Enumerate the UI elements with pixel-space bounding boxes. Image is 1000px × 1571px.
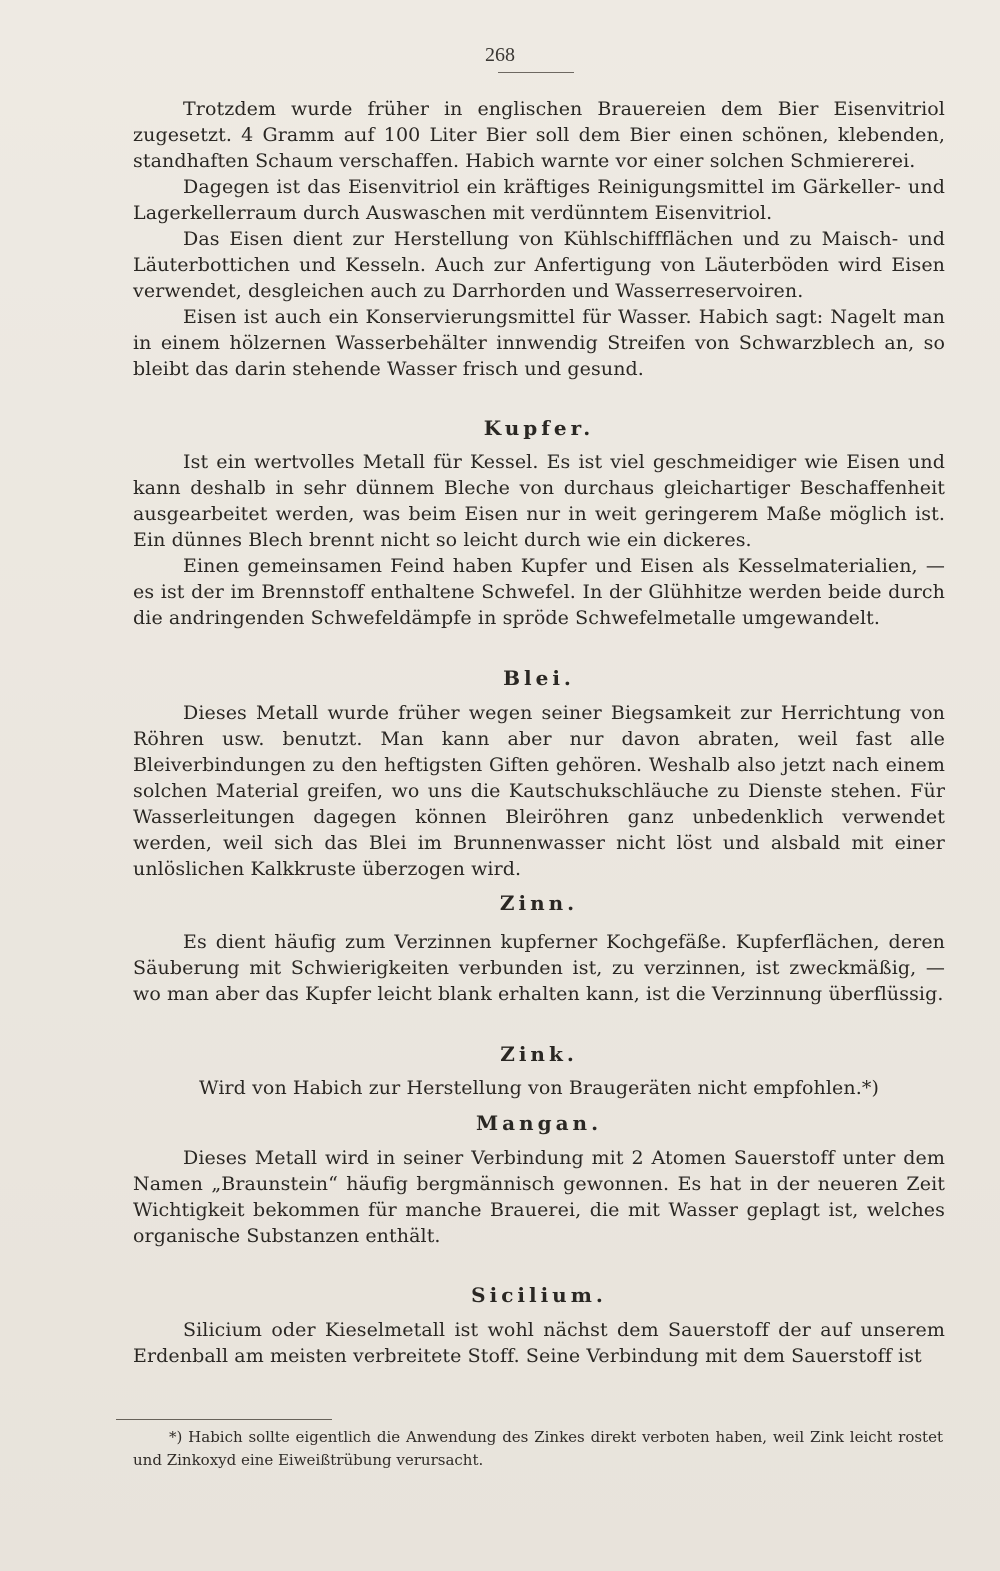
page-content	[133, 96, 945, 1369]
intro-paragraph-3: Das Eisen dient zur Herstellung von Kühlschiffflächen und zu Maisch- und Läuterbottichen und Kesseln. Auch zur Anfertigung von Läuterböden wird Eisen verwendet, desgleichen auch zu Darrhorden und Wasserreservoiren.	[133, 228, 945, 302]
sicilium-paragraph-1: Silicium oder Kieselmetall ist wohl nächst dem Sauerstoff der auf unserem Erdenball am meisten verbreitete Stoff. Seine Verbindung mit dem Sauerstoff ist	[133, 1319, 945, 1367]
intro-paragraph-2: Dagegen ist das Eisenvitriol ein kräftiges Reinigungsmittel im Gärkeller- und Lagerkellerraum durch Auswaschen mit verdünntem Eisenvitriol.	[133, 176, 945, 224]
zinn-paragraph-1: Es dient häufig zum Verzinnen kupferner Kochgefäße. Kupferflächen, deren Säuberung mit Schwierigkeiten verbunden ist, zu verzinnen, ist zweckmäßig, — wo man aber das Kupfer leicht blank erhalten kann, ist die Verzinnung überflüssig.	[133, 931, 945, 1005]
header-rule	[498, 72, 574, 73]
section-heading-zink: Zink.	[500, 1042, 578, 1066]
intro-paragraph-4: Eisen ist auch ein Konservierungsmittel für Wasser. Habich sagt: Nagelt man in einem hölzernen Wasserbehälter innwendig Streifen von Schwarzblech an, so bleibt das darin stehende Wasser frisch und gesund.	[133, 306, 945, 380]
page-number: 268	[485, 44, 515, 66]
footnote-rule	[116, 1419, 332, 1420]
footnote: *) Habich sollte eigentlich die Anwendung des Zinkes direkt verboten haben, weil Zink leicht rostet und Zinkoxyd eine Eiweißtrübung verursacht.	[133, 1428, 943, 1469]
kupfer-paragraph-2: Einen gemeinsamen Feind haben Kupfer und Eisen als Kesselmaterialien, — es ist der im Brennstoff enthaltene Schwefel. In der Glühhitze werden beide durch die andringenden Schwefeldämpfe in spröde Schwefelmetalle umgewandelt.	[133, 555, 945, 629]
section-heading-kupfer: Kupfer.	[483, 416, 595, 440]
zink-paragraph-1: Wird von Habich zur Herstellung von Braugeräten nicht empfohlen.*)	[199, 1077, 879, 1099]
blei-paragraph-1: Dieses Metall wurde früher wegen seiner Biegsamkeit zur Herrichtung von Röhren usw. benutzt. Man kann aber nur davon abraten, weil fast alle Bleiverbindungen zu den heftigsten Giften gehören. Weshalb also jetzt nach einem solchen Material greifen, wo uns die Kautschukschläuche zu Dienste stehen. Für Wasserleitungen dagegen können Bleiröhren ganz unbedenklich verwendet werden, weil sich das Blei im Brunnenwasser nicht löst und alsbald mit einer unlöslichen Kalkkruste überzogen wird.	[133, 702, 945, 880]
section-heading-blei: Blei.	[503, 666, 575, 690]
mangan-paragraph-1: Dieses Metall wird in seiner Verbindung mit 2 Atomen Sauerstoff unter dem Namen „Braunstein“ häufig bergmännisch gewonnen. Es hat in der neueren Zeit Wichtigkeit bekommen für manche Brauerei, die mit Wasser geplagt ist, welches organische Substanzen enthält.	[133, 1147, 945, 1247]
section-heading-zinn: Zinn.	[499, 891, 579, 915]
intro-paragraph-1: Trotzdem wurde früher in englischen Brauereien dem Bier Eisenvitriol zugesetzt. 4 Gramm auf 100 Liter Bier soll dem Bier einen schönen, klebenden, standhaften Schaum verschaffen. Habich warnte vor einer solchen Schmiererei.	[133, 98, 945, 172]
kupfer-paragraph-1: Ist ein wertvolles Metall für Kessel. Es ist viel geschmeidiger wie Eisen und kann deshalb in sehr dünnem Bleche von durchaus gleichartiger Beschaffenheit ausgearbeitet werden, was beim Eisen nur in weit geringerem Maße möglich ist. Ein dünnes Blech brennt nicht so leicht durch wie ein dickeres.	[133, 451, 945, 551]
section-heading-sicilium: Sicilium.	[471, 1283, 607, 1307]
section-heading-mangan: Mangan.	[475, 1111, 603, 1135]
